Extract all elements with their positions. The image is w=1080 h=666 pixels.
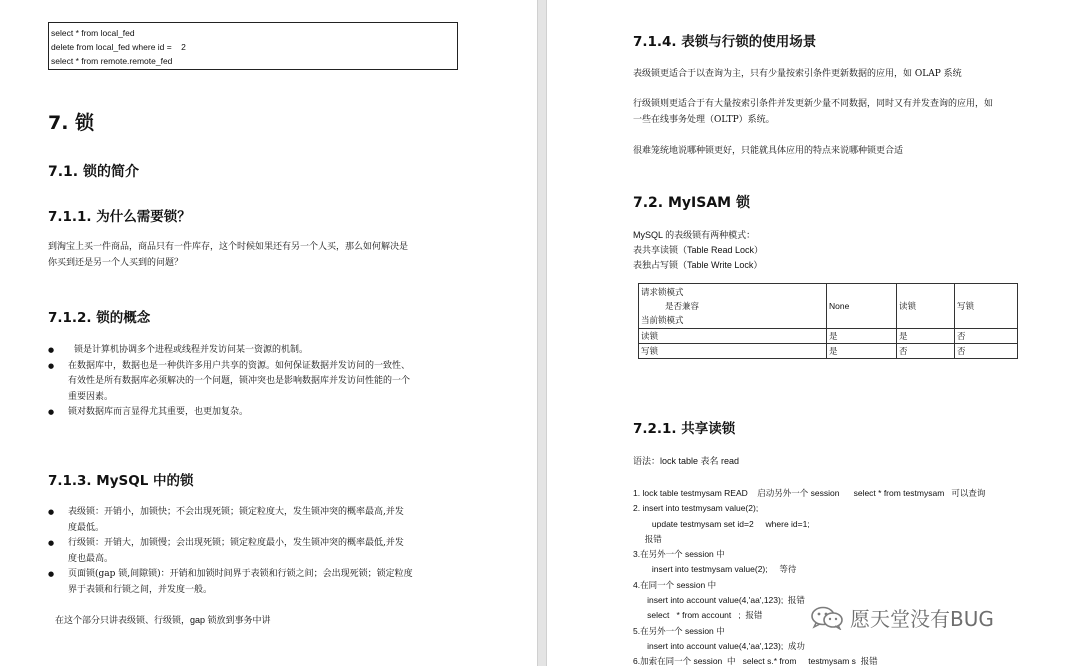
table-cell: 否 xyxy=(955,344,1018,359)
left-document-page xyxy=(0,0,537,666)
list-item-line: ● 在数据库中，数据也是一种供许多用户共享的资源。如何保证数据并发访问的一致性、 xyxy=(68,360,411,371)
table-cell: 是 xyxy=(897,329,955,344)
list-item xyxy=(48,536,518,567)
step-line: insert into account value(4,'aa',123); 成功 xyxy=(633,640,805,651)
list-item-line: ● 页面锁(gap 锁,间隙锁)：开销和加锁时间界于表锁和行锁之间；会出现死锁；锁定粒度 xyxy=(68,569,413,579)
heading-7: 7. 锁 xyxy=(48,112,95,134)
column-header: 读锁 xyxy=(897,284,955,329)
lock-compatibility-table xyxy=(638,283,1018,359)
paragraph-7-1-1 xyxy=(48,239,518,271)
table-cell: 否 xyxy=(897,344,955,359)
page-gutter xyxy=(537,0,547,666)
list-item-line: ● 锁是计算机协调多个进程或线程并发访问某一资源的机制。 xyxy=(74,345,309,355)
heading-7-1-3: 7.1.3. MySQL 中的锁 xyxy=(48,473,194,489)
step-line: 1. lock table testmysam READ 启动另外一个 session select * from testmysam 可以查询 xyxy=(633,488,986,498)
paragraph-line: 你买到还是另一个人买到的问题？ xyxy=(48,258,184,268)
code-line: delete from local_fed where id = 2 xyxy=(51,42,186,52)
heading-7-1-4: 7.1.4. 表锁与行锁的使用场景 xyxy=(633,34,817,50)
syntax-line: 语法：lock table 表名 read xyxy=(633,456,740,466)
list-item-line: 重要因素。 xyxy=(68,391,114,402)
list-item-line: 有效性是所有数据库必须解决的一个问题，锁冲突也是影响数据库并发访问性能的一个 xyxy=(68,376,411,386)
step-line: select * from account ; 报错 xyxy=(633,610,763,621)
watermark-text: 愿天堂没有BUG xyxy=(850,607,994,631)
heading-7-2: 7.2. MyISAM 锁 xyxy=(633,195,750,211)
step-line: 报错 xyxy=(633,533,662,544)
step-line: 3.在另外一个 session 中 xyxy=(633,549,725,560)
heading-7-1-2: 7.1.2. 锁的概念 xyxy=(48,310,151,326)
table-cell: 是 xyxy=(827,329,897,344)
table-row xyxy=(639,344,1018,359)
list-item-line: ● 表级锁：开销小，加锁快；不会出现死锁；锁定粒度大，发生锁冲突的概率最高,并发 xyxy=(68,507,404,517)
lock-modes-list xyxy=(633,228,1053,273)
list-item xyxy=(48,359,518,406)
list-item-line: 界于表锁和行锁之间，并发度一般。 xyxy=(68,584,213,595)
wechat-icon xyxy=(810,606,844,630)
table-header-cell xyxy=(639,284,827,329)
watermark xyxy=(810,603,994,632)
header-line: 当前锁模式 xyxy=(641,315,684,325)
paragraph-line: 行级锁则更适合于有大量按索引条件并发更新少量不同数据，同时又有并发查询的应用，如 xyxy=(633,99,994,109)
paragraph-which-lock: 很难笼统地说哪种锁更好，只能就具体应用的特点来说哪种锁更合适 xyxy=(633,146,904,156)
step-line: 5.在另外一个 session 中 xyxy=(633,625,725,636)
bullet-list-7-1-2 xyxy=(48,343,518,421)
step-line: 2. insert into testmysam value(2); xyxy=(633,503,759,514)
table-cell: 否 xyxy=(955,329,1018,344)
note-paragraph: 在这个部分只讲表级锁、行级锁，gap 锁放到事务中讲 xyxy=(55,615,271,625)
list-item-line: 度也最高。 xyxy=(68,553,114,564)
table-row xyxy=(639,329,1018,344)
list-item-line: 度最低。 xyxy=(68,522,105,533)
mode-write-lock: 表独占写锁（Table Write Lock） xyxy=(633,260,763,270)
list-item xyxy=(48,505,518,536)
steps-list xyxy=(633,486,1053,666)
modes-intro: MySQL 的表级锁有两种模式： xyxy=(633,230,756,240)
paragraph-olap: 表级锁更适合于以查询为主，只有少量按索引条件更新数据的应用，如 OLAP 系统 xyxy=(633,69,962,79)
list-item xyxy=(48,567,518,598)
paragraph-oltp xyxy=(633,96,1053,128)
table-header-row xyxy=(639,284,1018,329)
list-item xyxy=(48,405,518,421)
row-label: 写锁 xyxy=(639,344,827,359)
header-line: 请求锁模式 xyxy=(641,287,684,297)
paragraph-line: 到淘宝上买一件商品，商品只有一件库存，这个时候如果还有另一个人买，那么如何解决是 xyxy=(48,242,409,252)
step-line: 6.加索在同一个 session 中 select s.* from testmysam s 报错 xyxy=(633,656,878,666)
column-header: None xyxy=(827,284,897,329)
step-line: update testmysam set id=2 where id=1; xyxy=(633,518,810,529)
step-line: insert into account value(4,'aa',123); 报错 xyxy=(633,595,805,606)
column-header: 写锁 xyxy=(955,284,1018,329)
list-item-line: ● 锁对数据库而言显得尤其重要，也更加复杂。 xyxy=(68,407,249,417)
step-line: 4.在同一个 session 中 xyxy=(633,579,717,590)
heading-7-2-1: 7.2.1. 共享读锁 xyxy=(633,421,736,437)
header-line: 是否兼容 xyxy=(665,301,700,311)
sql-code-box xyxy=(48,22,458,70)
paragraph-line: 一些在线事务处理（OLTP）系统。 xyxy=(633,115,775,125)
heading-7-1-1: 7.1.1. 为什么需要锁？ xyxy=(48,209,191,225)
row-label: 读锁 xyxy=(639,329,827,344)
code-line: select * from remote.remote_fed xyxy=(51,56,173,66)
bullet-list-7-1-3 xyxy=(48,505,518,598)
step-line: insert into testmysam value(2); 等待 xyxy=(633,564,797,575)
mode-read-lock: 表共享读锁（Table Read Lock） xyxy=(633,245,764,255)
heading-7-1: 7.1. 锁的简介 xyxy=(48,164,139,180)
list-item-line: ● 行级锁：开销大，加锁慢；会出现死锁；锁定粒度最小，发生锁冲突的概率最低,并发 xyxy=(68,538,404,548)
table-cell: 是 xyxy=(827,344,897,359)
code-line: select * from local_fed xyxy=(51,28,135,38)
list-item xyxy=(48,343,518,359)
